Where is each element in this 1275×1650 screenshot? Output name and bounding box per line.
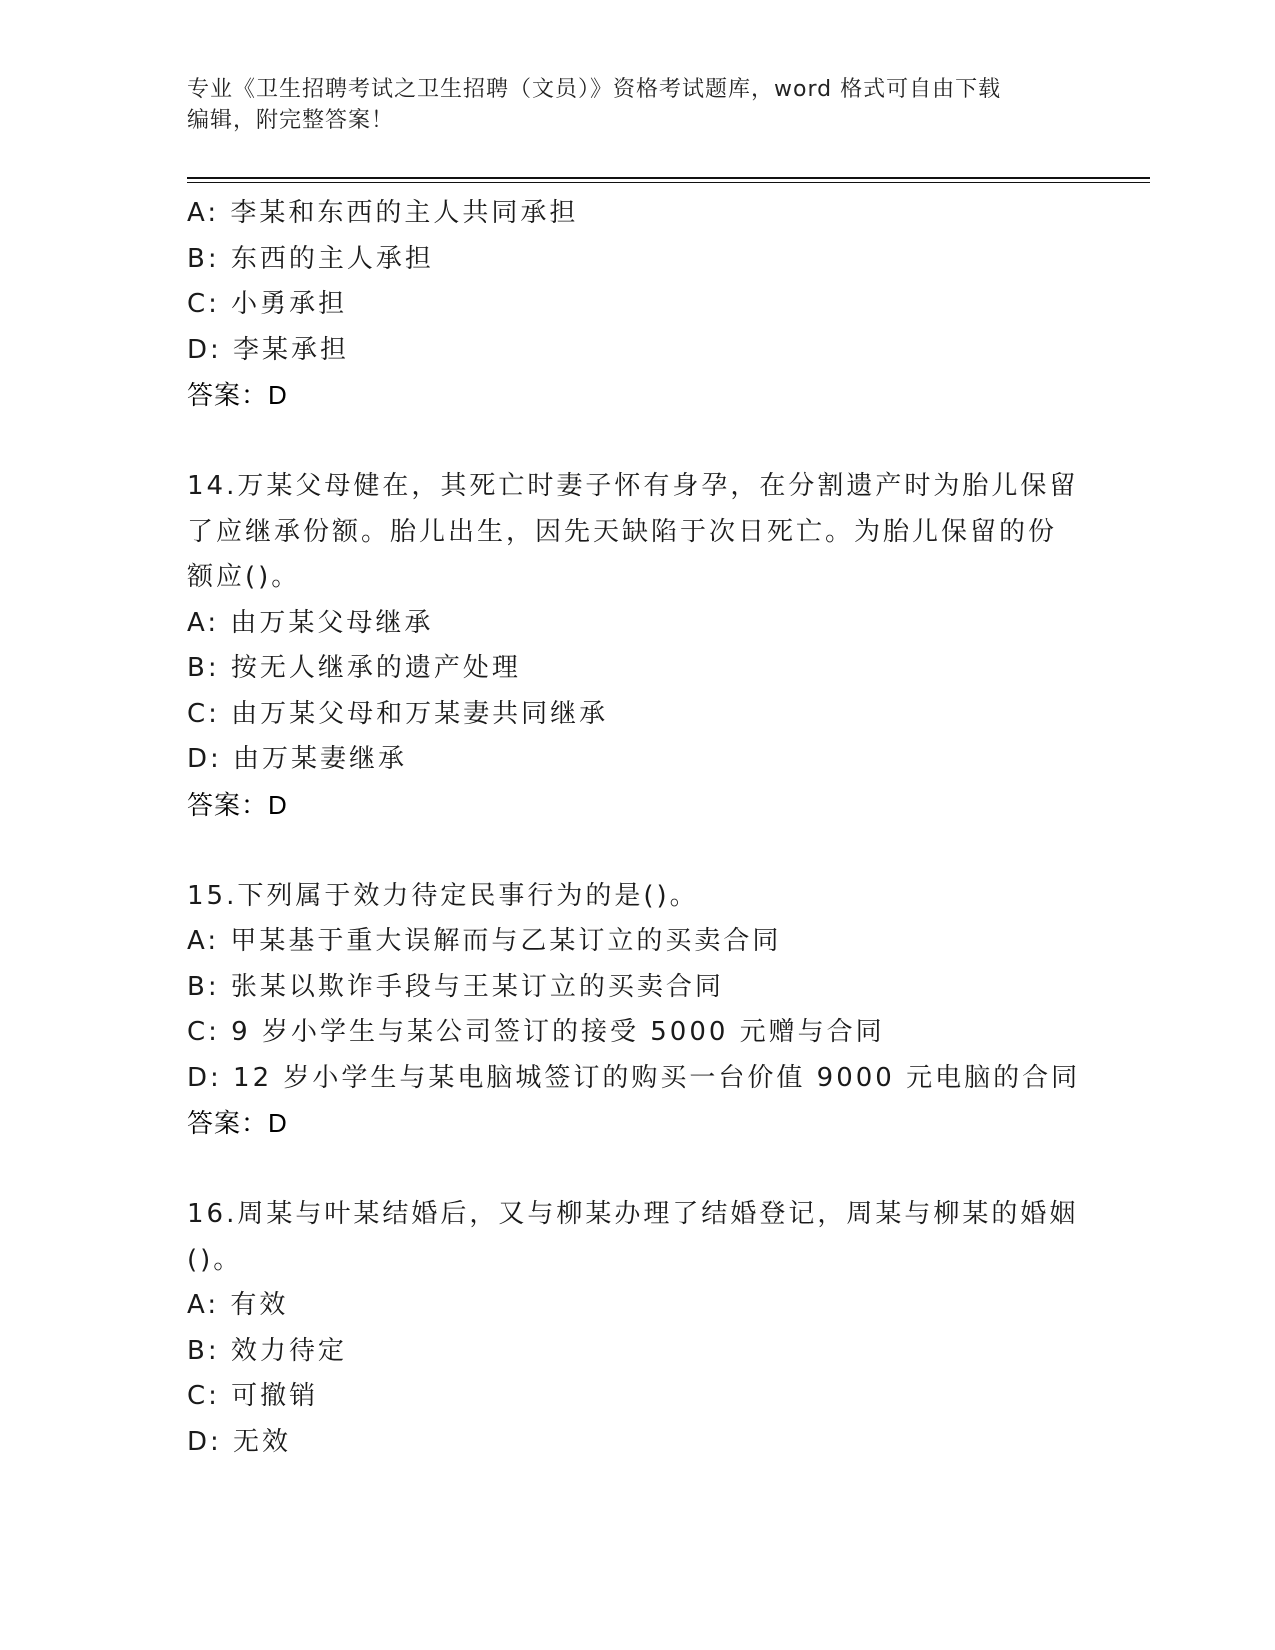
- answer-line: 答案：D: [187, 1108, 288, 1138]
- question-13: [187, 191, 1087, 419]
- question-15: [187, 874, 1087, 1147]
- answer-line: 答案：D: [187, 380, 288, 410]
- question-stem-line: 15.下列属于效力待定民事行为的是()。: [187, 880, 699, 911]
- option-d: D: 12 岁小学生与某电脑城签订的购买一台价值 9000 元电脑的合同: [187, 1062, 1081, 1093]
- option-d: D: 无效: [187, 1426, 292, 1457]
- option-b: B: 张某以欺诈手段与王某订立的买卖合同: [187, 971, 724, 1002]
- question-stem-line: 16.周某与叶某结婚后，又与柳某办理了结婚登记，周某与柳某的婚姻: [187, 1199, 1079, 1229]
- option-b: B: 东西的主人承担: [187, 243, 434, 274]
- option-b: B: 效力待定: [187, 1335, 347, 1366]
- option-d: D: 李某承担: [187, 334, 350, 365]
- document-header: [187, 74, 1087, 136]
- option-a: A: 有效: [187, 1290, 289, 1320]
- option-a: A: 甲某基于重大误解而与乙某订立的买卖合同: [187, 926, 782, 956]
- option-c: C: 9 岁小学生与某公司签订的接受 5000 元赠与合同: [187, 1017, 885, 1047]
- option-a: A: 李某和东西的主人共同承担: [187, 198, 579, 228]
- question-stem-line: ()。: [187, 1244, 243, 1275]
- option-b: B: 按无人继承的遗产处理: [187, 653, 521, 683]
- option-d: D: 由万某妻继承: [187, 744, 408, 774]
- question-stem-line: 了应继承份额。胎儿出生，因先天缺陷于次日死亡。为胎儿保留的份: [187, 516, 1058, 547]
- option-c: C: 小勇承担: [187, 289, 348, 319]
- question-stem-line: 额应()。: [187, 562, 301, 592]
- option-a: A: 由万某父母继承: [187, 607, 434, 638]
- option-c: C: 由万某父母和万某妻共同继承: [187, 698, 609, 729]
- question-list: [187, 191, 1087, 1465]
- header-line-1: 专业《卫生招聘考试之卫生招聘（文员）》资格考试题库，word 格式可自由下载: [187, 77, 1002, 102]
- header-rule-thick: [187, 177, 1150, 179]
- question-14: [187, 464, 1087, 828]
- question-16: [187, 1192, 1087, 1465]
- question-stem-line: 14.万某父母健在，其死亡时妻子怀有身孕，在分割遗产时为胎儿保留: [187, 471, 1079, 501]
- header-line-2: 编辑，附完整答案！: [187, 108, 395, 133]
- option-c: C: 可撤销: [187, 1381, 319, 1411]
- header-rule-thin: [187, 182, 1150, 183]
- answer-line: 答案：D: [187, 789, 288, 820]
